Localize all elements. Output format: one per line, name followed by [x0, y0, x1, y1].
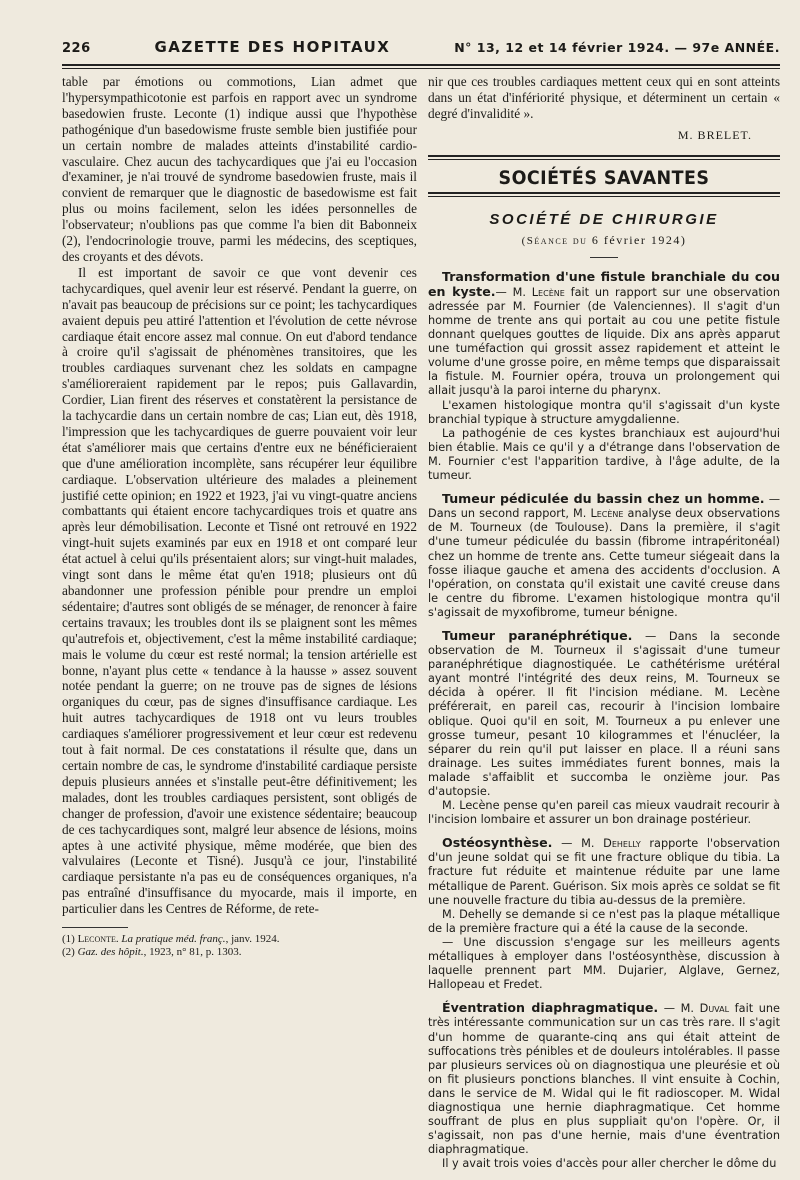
journal-title: GAZETTE DES HOPITAUX — [154, 38, 391, 56]
footnote-author: Leconte. — [77, 933, 119, 946]
report-entry — [428, 492, 780, 620]
entry-text: fait une très intéressante communication sur un cas très rare. Il s'agit d'un homme de quarante-cinq ans qui était atteint de suffocations très pénibles et de douleurs intolérables. Il passe par plusieurs services où on diagnostiqua une pleurésie et où on fit plusieurs ponctions blanches. Il vint ensuite à Cochin, dans le service de M. Widal qui le fit radioscoper. M. Widal diagnostiqua une hernie diaphragmatique. Cet homme souffrant de plus en plus suppliait qu'on l'opère. Or, il s'agissait, non pas d'une hernie, mais d'une éventration diaphragmatique. — [428, 1002, 781, 1157]
report-entry — [428, 1001, 780, 1171]
footnote-number: (2) — [62, 945, 75, 958]
entry-paragraph — [428, 836, 780, 907]
left-column — [62, 74, 417, 958]
footnote-rest: , 1923, n° 81, p. 1303. — [143, 945, 242, 958]
entry-title: Tumeur pédiculée du bassin chez un homme. — [442, 491, 765, 507]
entry-paragraph — [428, 1001, 780, 1157]
page-number: 226 — [62, 41, 91, 56]
entry-author-lead: — Dans un second rapport, M. — [428, 493, 781, 521]
body-paragraph: Il est important de savoir ce que vont devenir ces tachycardiques, quel avenir leur est réservé. Pendant la guerre, on n'avait pas beaucoup de précisions sur ce point; les tachycardiques avaient depuis peu attiré l'attention et l'évolution de cette névrose cardiaque était encore assez mal connue. On eut d'abord tendance à croire qu'il s'agissait de phénomènes transitoires, que les troubles cardiaques survenant chez les soldats en campagne s'amélioreraient rapidement par le repos; puis Gallavardin, Cordier, Lian firent des réserves et constatèrent la persistance de la tachycardie dans un certain nombre de cas; Lian eut, dès 1918, l'impression que les tachycardiques de guerre pouvaient voir leur état s'améliorer mais que certains d'entre eux ne bénéficieraient que d'une amélioration incomplète, sans récupérer leur équilibre cardiaque. L'observation ultérieure des malades a pleinement justifié cette opinion; en 1922 et 1923, j'ai vu vingt-quatre anciens combattants qui étaient encore tachycardiques trois et quatre ans après leur démobilisation. Leconte et Tisné ont retrouvé en 1922 vingt-huit sujets examinés par eux en 1918 et ont comparé leur état actuel à celui qu'ils présentaient alors; sur vingt-huit malades, vingt sont dans le même état qu'en 1918; plusieurs ont dû abandonner une profession pénible pour prendre un emploi sédentaire; d'autres sont obligés de se ménager, de renoncer à faire certains travaux; les troubles dont ils se plaignent sont les mêmes qu'autrefois et, objectivement, c'est la même instabilité cardiaque; mais le volume du cœur est resté normal; la tension artérielle est bonne, n'ayant plus cette « tendance à la hausse » assez souvent notée pendant la guerre; on ne trouve pas de signes de lésions organiques du cœur, pas de signes d'insuffisance cardiaque. Les huit autres tachycardiques de 1918 ont vu leurs troubles cardiaques s'améliorer progressivement et leur cœur est redevenu tout à fait normal. De ces constatations il résulte que, dans un certain nombre de cas, le syndrome d'instabilité cardiaque persiste depuis plusieurs années et s'installe peut-être définitivement; les malades, dont les troubles cardiaques persistent, sont obligés de changer de profession, d'avoir une existence sédentaire; beaucoup de ces tachycardiques sont, malgré leur absence de lésions, moins aptes à une activité physique, même modérée, que bien des valvulaires (Leconte et Tisné). Jusqu'à ce jour, l'instabilité cardiaque persistante n'a pas eu de conséquences organiques, n'a pas entraîné d'insuffisance du myocarde, mais il importe, en particulier dans les Centres de Réforme, de rete- — [62, 264, 417, 917]
society-name: SOCIÉTÉ DE CHIRURGIE — [489, 210, 719, 228]
entry-author-lead: — M. — [495, 285, 532, 299]
right-column — [428, 74, 780, 1180]
entry-author: Lecène — [590, 507, 624, 521]
footnote — [62, 946, 417, 959]
entry-paragraph: — Une discussion s'engage sur les meilleurs agents métalliques à employer dans l'ostéosynthèse, discussion à laquelle prennent part MM. Dujarier, Alglave, Gernez, Hallopeau et Fredet. — [428, 935, 780, 992]
body-paragraph: table par émotions ou commotions, Lian admet que l'hypersympathicotonie est parfois en rapport avec un syndrome basedowien fruste. Leconte (1) indique aussi que l'hypothèse pathogénique d'un basedowisme fruste semble bien justifiée pour un certain nombre de malades atteints d'instabilité cardio-vasculaire. Chez aucun des tachycardiques que j'ai eu l'occasion d'examiner, je n'ai trouvé de syndrome basedowien fruste, mais il convient de remarquer que le diagnostic de basedowisme est fait plus ou moins facilement, selon les idées personnelles de l'observateur; n'oublions pas que comme l'a bien dit Babonneix (2), l'endocrinologie trouve, parmi les médecins, des sceptiques, des croyants et des dévots. — [62, 74, 417, 264]
entry-paragraph — [428, 270, 780, 399]
footnote-title: La pratique méd. franç. — [121, 933, 226, 946]
section-title: SOCIÉTÉS SAVANTES — [498, 166, 710, 189]
footnote-number: (1) — [62, 933, 75, 946]
entry-title: Transformation d'une fistule branchiale du cou en kyste. — [428, 268, 780, 299]
entry-paragraph: M. Dehelly se demande si ce n'est pas la plaque métallique de la première fracture qui a été la cause de la seconde. — [428, 907, 780, 935]
entry-author: Duval — [699, 1002, 730, 1016]
entry-author: Lecène — [531, 285, 565, 299]
session-date-text: 6 février 1924) — [591, 232, 687, 247]
report-entry — [428, 629, 780, 827]
author-signature: M. BRELET. — [677, 127, 752, 142]
entry-paragraph: Il y avait trois voies d'accès pour aller chercher le dôme du — [442, 1157, 777, 1171]
entry-author-lead: — M. — [552, 837, 604, 851]
entry-paragraph: La pathogénie de ces kystes branchiaux est aujourd'hui bien établie. Mais ce qu'il y a d'étrange dans l'observation de M. Fournier c'est l'apparition tardive, à l'âge adulte, de la tumeur. — [428, 426, 780, 483]
session-prefix: (Séance du — [521, 234, 588, 247]
session-date — [428, 233, 780, 248]
section-rule — [428, 192, 780, 197]
report-entry — [428, 270, 780, 483]
header-rule — [62, 64, 780, 69]
section-rule — [428, 155, 780, 160]
entry-title: Tumeur paranéphrétique. — [442, 627, 633, 643]
section-header — [428, 155, 780, 197]
continued-paragraph: nir que ces troubles cardiaques mettent ceux qui en sont atteints dans un état d'infériorité physique, et déterminent un certain « degré d'invalidité ». — [428, 74, 780, 121]
entry-paragraph: L'examen histologique montra qu'il s'agissait d'un kyste branchial typique à structure amygdalienne. — [428, 398, 780, 426]
page-header — [62, 38, 780, 60]
entry-author: Dehelly — [603, 837, 641, 851]
entry-text: fait un rapport sur une observation adressée par M. Fournier (de Valenciennes). Il s'agit d'un homme de trente ans qui portait au cou une petite fistule donnant quelques gouttes de liquide. Dix ans après apparut une tuméfaction qui grossit assez rapidement et atteint le volume d'une grosse poire, en même temps que disparaissait la fistule. M. Fournier opéra, trouva un prolongement qui allait jusqu'à la paroi interne du pharynx. — [428, 285, 781, 398]
entry-author-lead: — Dans la seconde observation de M. Tourneux il s'agissait d'une tumeur paranéphrétique diagnostiquée. — [428, 629, 780, 672]
entry-text: Le cathétérisme urétéral ayant montré l'intégrité des deux reins, M. Tourneux se décida à opérer. Il fit l'incision médiane. M. Lecène préférerait, en pareil cas, recourir à l'incision lombaire oblique. Quoi qu'il en soit, M. Tourneux a pu enlever une grosse tumeur, pesant 10 kilogrammes et l'énucléer, la séparer du rein qu'il put laisser en place. Il a réuni sans drainage. Les suites immédiates furent bonnes, mais la malade s'affaiblit et succomba le onzième jour. Pas d'autopsie. — [428, 658, 781, 798]
entry-title: Ostéosynthèse. — [442, 835, 553, 851]
entry-paragraph — [428, 629, 780, 799]
entry-paragraph — [428, 492, 780, 620]
divider — [590, 257, 618, 258]
entry-text: analyse deux observations de M. Tourneux (de Toulouse). Dans la première, il s'agit d'une tumeur pédiculée du bassin (fibrome intrapéritonéal) chez un homme de trente ans. Cette tumeur siégeait dans la fosse iliaque gauche et amena des accidents d'occlusion. A l'opération, on constata qu'il existait une cavité creuse dans le centre du fibrome. L'examen histologique montra qu'il s'agissait de myxofibrome, tumeur bénigne. — [428, 507, 780, 619]
entry-title: Éventration diaphragmatique. — [442, 1000, 659, 1016]
footnote-rule — [62, 927, 128, 928]
footnote — [62, 933, 417, 946]
entry-paragraph: M. Lecène pense qu'en pareil cas mieux vaudrait recourir à l'incision lombaire et assurer un bon drainage postérieur. — [428, 799, 780, 827]
footnote-rest: , janv. 1924. — [225, 933, 280, 946]
issue-info: N° 13, 12 et 14 février 1924. — 97e ANNÉE. — [454, 40, 780, 55]
report-entry — [428, 836, 780, 992]
entry-author-lead: — M. — [658, 1002, 700, 1016]
entry-text: rapporte l'observation d'un jeune soldat qui se fit une fracture oblique du tibia. La fracture fut réduite et maintenue réduite par une lame métallique de Parent. Guérison. Six mois après ce soldat se fit une nouvelle fracture du tibia au-dessus de la première. — [428, 837, 780, 907]
footnote-title: Gaz. des hôpit. — [77, 945, 144, 958]
